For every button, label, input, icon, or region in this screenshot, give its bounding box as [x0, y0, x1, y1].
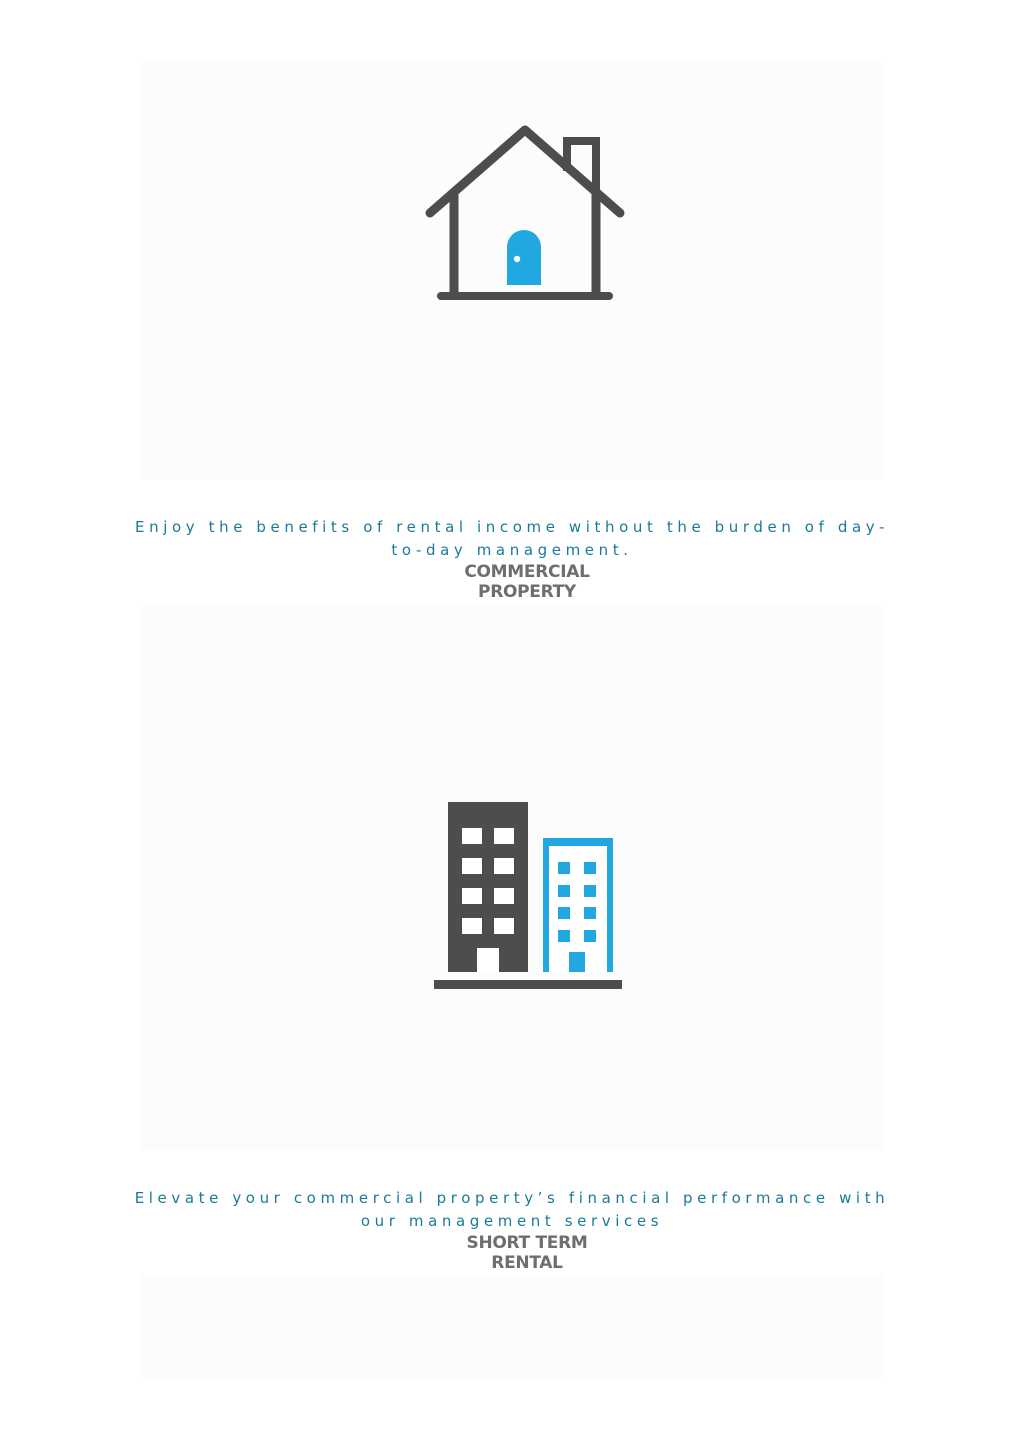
house-icon — [424, 124, 626, 306]
heading-line: SHORT TERM — [466, 1233, 588, 1253]
buildings-icon — [430, 800, 625, 994]
short-term-panel — [140, 1275, 884, 1380]
heading-commercial-property — [312, 562, 742, 602]
heading-short-term-rental — [312, 1233, 742, 1273]
heading-line: COMMERCIAL — [464, 562, 590, 582]
heading-line: PROPERTY — [478, 582, 576, 602]
tagline-commercial: Elevate your commercial property’s financial performance with our management services — [134, 1189, 890, 1230]
tagline-residential: Enjoy the benefits of rental income without the burden of day-to-day management. — [135, 518, 889, 559]
heading-line: RENTAL — [491, 1253, 563, 1273]
